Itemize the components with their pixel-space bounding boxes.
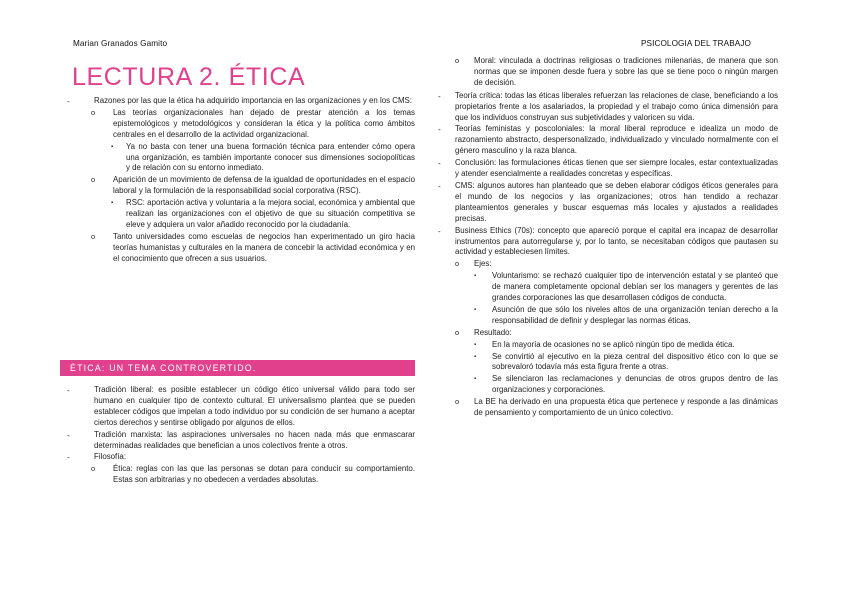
list-item-text: Resultado: — [474, 327, 512, 337]
list-item — [438, 181, 778, 225]
list-item-text: Ética: reglas con las que las personas se dotan para conducir su comportamiento. Estas son arbitrarias y no obedecen a verdades absolutas. — [113, 464, 415, 485]
square-bullet: ▪ — [111, 200, 114, 207]
list-item — [438, 259, 778, 270]
list-item — [438, 340, 778, 351]
circle-bullet: o — [455, 327, 460, 337]
list-item — [60, 430, 415, 452]
list-item — [60, 452, 415, 463]
list-item-text: Tradición liberal: es posible establecer un código ético universal válido para todo ser humano en cualquier tipo de contexto cultural. El universalismo plantea que se pueden establecer códigos que impelan a todo individuo por su condición de ser humano a aceptar ciertos derechos y sentirse obligado por algunos de ellos. — [94, 385, 415, 427]
circle-bullet: o — [455, 259, 460, 269]
circle-bullet: o — [91, 464, 96, 474]
square-bullet: ▪ — [111, 143, 114, 150]
dash-bullet: - — [438, 226, 441, 236]
dash-bullet: - — [67, 430, 70, 440]
dash-bullet: - — [67, 453, 70, 463]
square-bullet: ▪ — [474, 306, 477, 313]
list-item-text: Ejes: — [474, 259, 492, 269]
dash-bullet: - — [438, 125, 441, 135]
list-item-text: Tanto universidades como escuelas de negocios han experimentado un giro hacia teorías humanistas y culturales en la manera de concebir la actividad económica y en el conocimiento que ofrecen a sus usuarios. — [113, 231, 415, 263]
list-item-text: Aparición de un movimiento de defensa de la igualdad de oportunidades en el espacio laboral y la formulación de la responsabilidad social corporativa (RSC). — [113, 175, 415, 196]
list-item-text: Se convirtió al ejecutivo en la pieza central del dispositivo ético con lo que se sobrevaloró todavía más esta figura frente a otras. — [492, 351, 778, 372]
list-item — [60, 198, 415, 231]
circle-bullet: o — [91, 175, 96, 185]
list-item-text: Teoría crítica: todas las éticas liberales refuerzan las relaciones de clase, beneficiando a los propietarios frente a los asalariados, la propiedad y el trabajo como única dimensión para que los individuos construyan sus subjetividades y valoricen su vida. — [455, 90, 778, 122]
list-item — [438, 158, 778, 180]
section-heading-bar: ÉTICA: UN TEMA CONTROVERTIDO. — [60, 360, 415, 376]
list-item — [438, 305, 778, 327]
list-item-text: Moral: vinculada a doctrinas religiosas o tradiciones milenarias, de manera que son normas que se imponen desde fuera y sobre las que se tiene poco o ningún margen de decisión. — [474, 56, 778, 87]
circle-bullet: o — [91, 231, 96, 241]
list-item — [438, 124, 778, 157]
list-item-text: Las teorías organizacionales han dejado de prestar atención a los temas epistemológicos y metodológicos y consideran la ética y la política como ámbitos centrales en el desarrollo de la actividad organizacional. — [113, 107, 415, 139]
list-item-text: Se silenciaron las reclamaciones y denuncias de otros grupos dentro de las organizaciones y corporaciones. — [492, 374, 778, 395]
list-item-text: Razones por las que la ética ha adquirido importancia en las organizaciones y en los CMS: — [94, 96, 412, 105]
dash-bullet: - — [438, 181, 441, 191]
square-bullet: ▪ — [474, 273, 477, 280]
list-item — [60, 96, 415, 107]
list-item — [60, 108, 415, 141]
list-item-text: La BE ha derivado en una propuesta ética que pertenece y responde a las dinámicas de pensamiento y comportamiento de un único colectivo. — [474, 397, 778, 418]
list-item — [438, 226, 778, 259]
list-item — [60, 142, 415, 175]
list-item — [60, 232, 415, 265]
list-item-text: Voluntarismo: se rechazó cualquier tipo de intervención estatal y se planteó que de manera completamente opcional debían ser los managers y gerentes de las grandes corporaciones las que desarrollasen códigos de conducta. — [492, 271, 778, 303]
left-section-list — [60, 385, 415, 486]
list-item-text: Tradición marxista: las aspiraciones universales no hacen nada más que enmascarar determinadas realidades que benefician a unos colectivos frente a otros. — [94, 429, 415, 450]
dash-bullet: - — [438, 159, 441, 169]
list-item-text: Conclusión: las formulaciones éticas tienen que ser siempre locales, estar contextualizadas y atender esencialmente a realidades concretas y específicas. — [455, 158, 778, 179]
left-intro-list — [60, 96, 415, 265]
list-item-text: Ya no basta con tener una buena formación técnica para entender cómo opera una organización, es también importante conocer sus dimensiones sociopolíticas y de relación con su entorno inmediato. — [126, 141, 415, 173]
list-item-text: Business Ethics (70s): concepto que apareció porque el capital era incapaz de desarrollar instrumentos para autorregularse y, por lo tanto, se necesitaban códigos que pautasen su actividad y estableciesen límites. — [455, 225, 778, 257]
list-item-text: Filosofía: — [94, 452, 127, 462]
header-subject: PSICOLOGIA DEL TRABAJO — [640, 39, 751, 48]
list-item — [438, 397, 778, 419]
dash-bullet: - — [67, 386, 70, 395]
list-item — [438, 374, 778, 396]
square-bullet: ▪ — [474, 376, 477, 383]
list-item — [438, 271, 778, 304]
circle-bullet: o — [455, 397, 460, 407]
circle-bullet: o — [455, 56, 460, 65]
square-bullet: ▪ — [474, 341, 477, 348]
list-item — [60, 175, 415, 197]
list-item — [438, 328, 778, 339]
list-item — [438, 352, 778, 374]
header-author: Marian Granados Gamito — [73, 39, 168, 48]
list-item-text: En la mayoría de ocasiones no se aplicó ningún tipo de medida ética. — [492, 339, 735, 349]
list-item — [438, 91, 778, 124]
list-item-text: CMS: algunos autores han planteado que se deben elaborar códigos éticos generales para el mundo de los negocios y las organizaciones; otros han tendido a rechazar planteamientos generales y buscar esquemas más locales y ajustados a realidades precisas. — [455, 180, 778, 223]
dash-bullet: - — [67, 97, 70, 106]
square-bullet: ▪ — [474, 353, 477, 360]
dash-bullet: - — [438, 91, 441, 101]
list-item — [60, 385, 415, 429]
page-title: LECTURA 2. ÉTICA — [72, 63, 306, 91]
list-item-text: Asunción de que sólo los niveles altos de una organización tenían derecho a la responsabilidad de definir y desplegar las normas éticas. — [492, 304, 778, 325]
right-column-list — [438, 56, 778, 419]
list-item — [60, 464, 415, 486]
list-item-text: Teorías feministas y poscoloniales: la moral liberal reproduce e idealiza un modo de razonamiento abstracto, despersonalizado, individualizado y vinculado normalmente con el género masculino y la raza blanca. — [455, 124, 778, 156]
list-item-text: RSC: aportación activa y voluntaria a la mejora social, económica y ambiental que realizan las organizaciones con el objetivo de que su situación competitiva se eleve y adquiera un valor añadido reconocido por la ciudadanía. — [126, 198, 415, 229]
list-item — [438, 56, 778, 89]
circle-bullet: o — [91, 107, 96, 117]
